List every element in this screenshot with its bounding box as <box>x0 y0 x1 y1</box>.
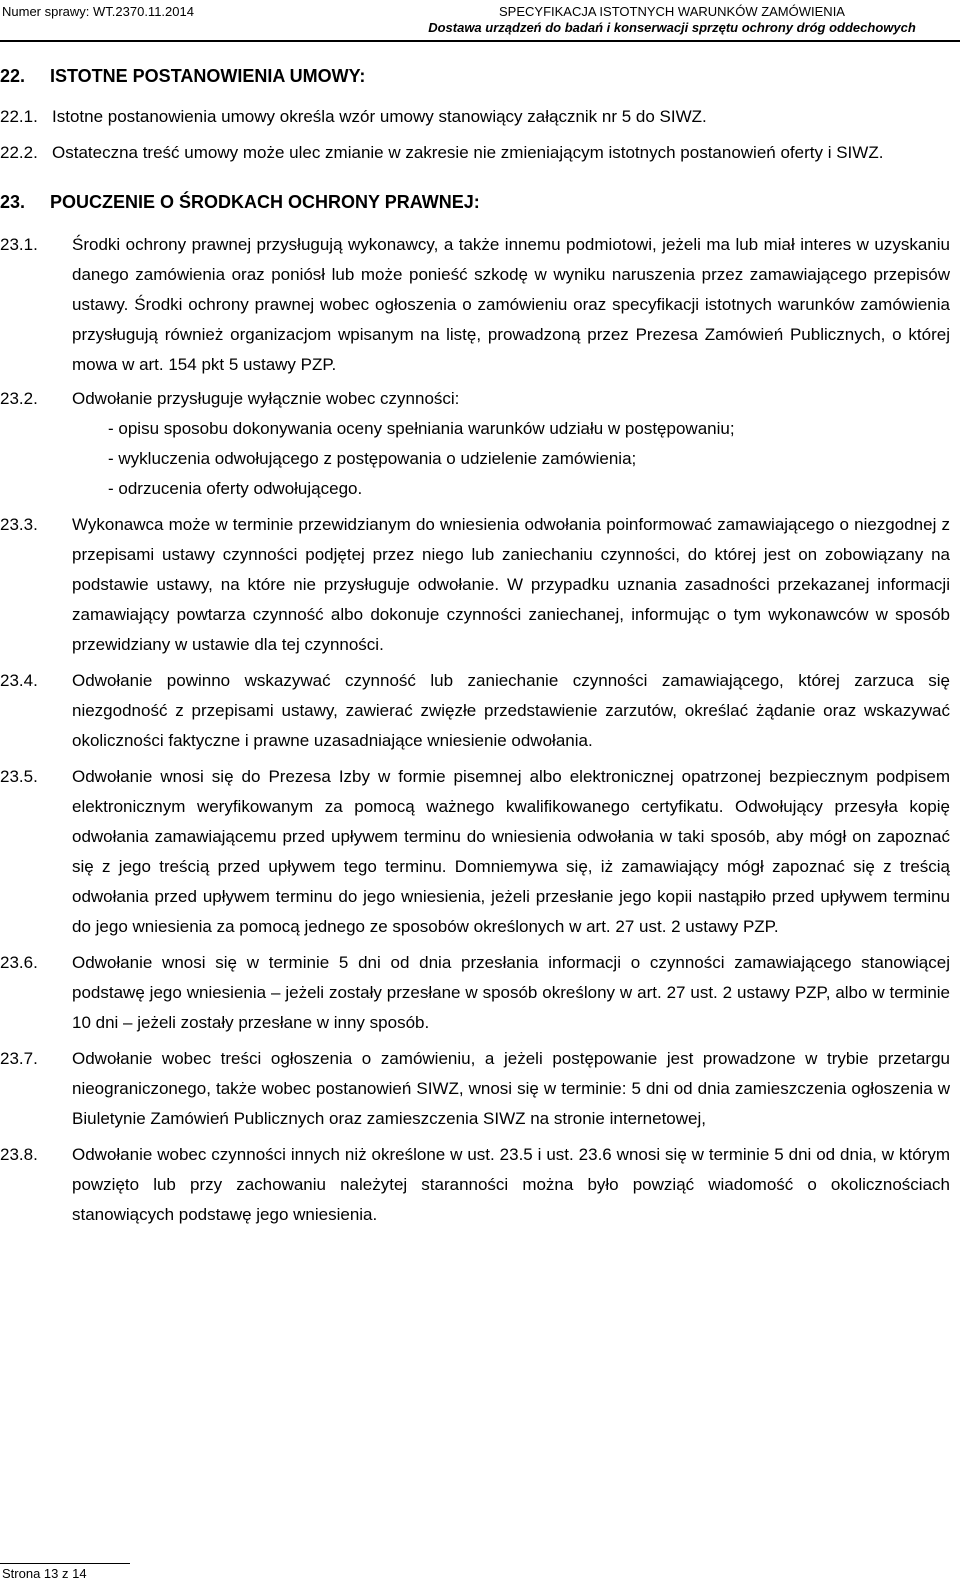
item-text: Odwołanie wnosi się w terminie 5 dni od dnia przesłania informacji o czynności zamawiającego stanowiącej podstawę jego wniesienia – jeżeli zostały przesłane w sposób określony w art. 27 ust. 2 ustawy PZP, albo w terminie 10 dni – jeżeli zostały przesłane w inny sposób. <box>72 953 950 1032</box>
list-item <box>0 1044 950 1134</box>
section-22 <box>0 62 950 168</box>
list-subitem: - odrzucenia oferty odwołującego. <box>108 479 363 498</box>
item-number: 23.1. <box>0 235 38 254</box>
item-number: 23.2. <box>0 389 38 408</box>
item-number: 23.7. <box>0 1049 38 1068</box>
page-number: Strona 13 z 14 <box>2 1566 87 1581</box>
item-number: 22.2. <box>0 143 38 162</box>
item-number: 23.3. <box>0 515 38 534</box>
item-number: 23.5. <box>0 767 38 786</box>
section-23 <box>0 188 950 1230</box>
list-item <box>0 510 950 660</box>
document-subtitle: Dostawa urządzeń do badań i konserwacji sprzętu ochrony dróg oddechowych <box>428 20 916 35</box>
section-heading <box>0 188 950 216</box>
document-header <box>392 4 952 36</box>
item-number: 22.1. <box>0 107 38 126</box>
header-divider <box>0 40 960 42</box>
item-text: Środki ochrony prawnej przysługują wykonawcy, a także innemu podmiotowi, jeżeli ma lub miał interes w uzyskaniu danego zamówienia oraz poniósł lub może ponieść szkodę w wyniku naruszenia przez zamawiającego przepisów ustawy. Środki ochrony prawnej wobec ogłoszenia o zamówieniu oraz specyfikacji istotnych warunków zamówienia przysługują również organizacjom wpisanym na listę, prowadzoną przez Prezesa Zamówień Publicznych, o której mowa w art. 154 pkt 5 ustawy PZP. <box>72 235 950 374</box>
item-text-block <box>72 384 950 504</box>
list-item <box>0 762 950 942</box>
list-subitem: - opisu sposobu dokonywania oceny spełniania warunków udziału w postępowaniu; <box>108 419 735 438</box>
list-item <box>0 384 950 504</box>
item-text: Istotne postanowienia umowy określa wzór umowy stanowiący załącznik nr 5 do SIWZ. <box>52 107 707 126</box>
section-heading <box>0 62 950 90</box>
section-title: POUCZENIE O ŚRODKACH OCHRONY PRAWNEJ: <box>50 192 480 212</box>
item-number: 23.4. <box>0 671 38 690</box>
document-title: SPECYFIKACJA ISTOTNYCH WARUNKÓW ZAMÓWIENIA <box>499 4 845 19</box>
list-item <box>0 138 950 168</box>
section-number: 23. <box>0 192 26 212</box>
item-number: 23.6. <box>0 953 38 972</box>
list-item <box>0 666 950 756</box>
case-number: Numer sprawy: WT.2370.11.2014 <box>2 4 194 19</box>
item-text: Odwołanie przysługuje wyłącznie wobec czynności: <box>72 389 460 408</box>
section-number: 22. <box>0 66 26 86</box>
item-text: Odwołanie powinno wskazywać czynność lub zaniechanie czynności zamawiającego, której zarzuca się niezgodność z przepisami ustawy, zawierać zwięzłe przedstawienie zarzutów, określać żądanie oraz wskazywać okoliczności faktyczne i prawne uzasadniające wniesienie odwołania. <box>72 671 950 750</box>
list-subitem: - wykluczenia odwołującego z postępowania o udzielenie zamówienia; <box>108 449 637 468</box>
section-title: ISTOTNE POSTANOWIENIA UMOWY: <box>50 66 366 86</box>
item-text: Odwołanie wobec treści ogłoszenia o zamówieniu, a jeżeli postępowanie jest prowadzone w trybie przetargu nieograniczonego, także wobec postanowień SIWZ, wnosi się w terminie: 5 dni od dnia zamieszczenia ogłoszenia w Biuletynie Zamówień Publicznych oraz zamieszczenia SIWZ na stronie internetowej, <box>72 1049 950 1128</box>
item-text: Odwołanie wnosi się do Prezesa Izby w formie pisemnej albo elektronicznej opatrzonej bezpiecznym podpisem elektronicznym weryfikowanym za pomocą ważnego kwalifikowanego certyfikatu. Odwołujący przesyła kopię odwołania zamawiającemu przed upływem terminu do wniesienia odwołania w taki sposób, aby mógł on zapoznać się z jego treścią przed upływem tego terminu. Domniemywa się, iż zamawiający mógł zapoznać się z treścią odwołania przed upływem terminu do jego wniesienia, jeżeli przesłanie jego kopii nastąpiło przed upływem terminu do jego wniesienia za pomocą jednego ze sposobów określonych w art. 27 ust. 2 ustawy PZP. <box>72 767 950 936</box>
item-text: Wykonawca może w terminie przewidzianym do wniesienia odwołania poinformować zamawiającego o niezgodnej z przepisami ustawy czynności podjętej przez niego lub zaniechaniu czynności, do której jest on zobowiązany na podstawie ustawy, na które nie przysługuje odwołanie. W przypadku uznania zasadności przekazanej informacji zamawiający powtarza czynność albo dokonuje czynności zaniechanej, informując o tym wykonawców w sposób przewidziany w ustawie dla tej czynności. <box>72 515 950 654</box>
item-text: Ostateczna treść umowy może ulec zmianie w zakresie nie zmieniającym istotnych postanowień oferty i SIWZ. <box>52 143 884 162</box>
footer-divider <box>0 1563 130 1564</box>
list-item <box>0 102 950 132</box>
item-number: 23.8. <box>0 1145 38 1164</box>
list-item <box>0 230 950 380</box>
item-text: Odwołanie wobec czynności innych niż określone w ust. 23.5 i ust. 23.6 wnosi się w terminie 5 dni od dnia, w którym powzięto lub przy zachowaniu należytej staranności można było powziąć wiadomość o okolicznościach stanowiących podstawę jego wniesienia. <box>72 1145 950 1224</box>
list-item <box>0 948 950 1038</box>
list-item <box>0 1140 950 1230</box>
document-body <box>0 56 950 1230</box>
